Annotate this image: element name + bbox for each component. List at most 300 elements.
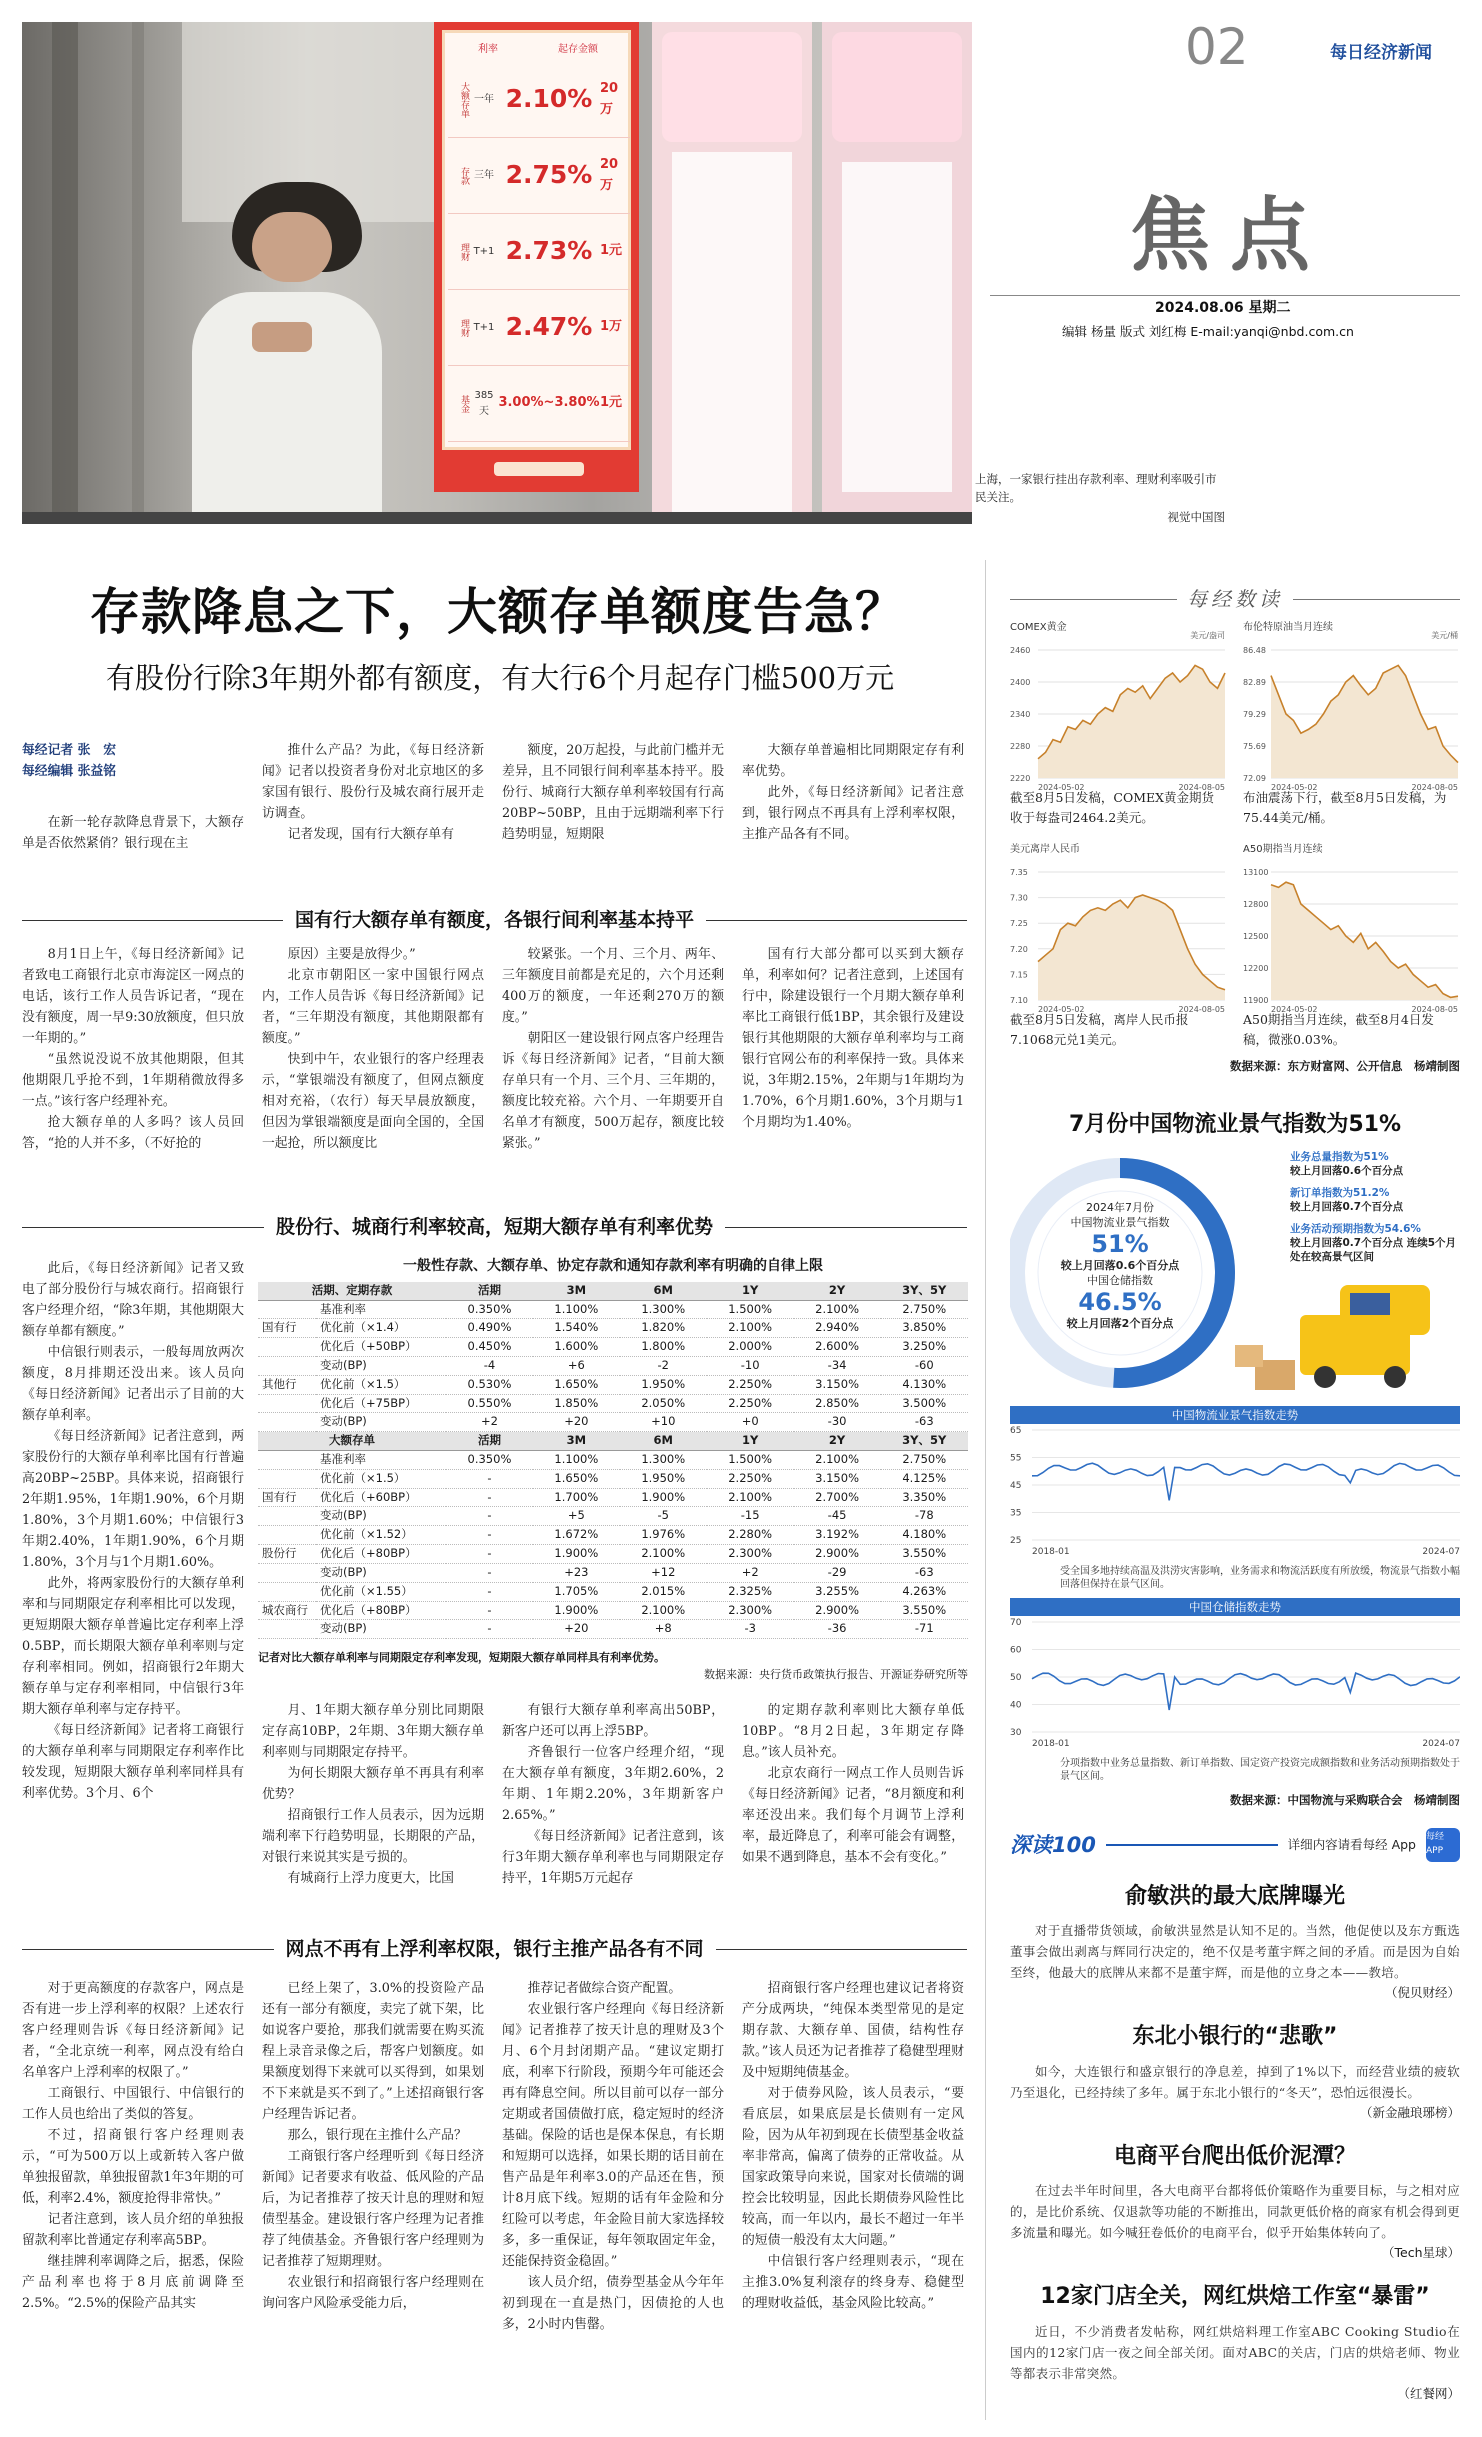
byline-block (22, 740, 116, 782)
issue-date: 2024.08.06 星期二 (1155, 300, 1291, 316)
table-cell: 1.672% (533, 1526, 620, 1545)
y-tick-label: 30 (1010, 1728, 1022, 1738)
table-row (258, 1394, 968, 1413)
board-min: 1元 (600, 243, 623, 259)
donut-value-2: 46.5% (1078, 1288, 1162, 1316)
y-tick-label: 79.29 (1243, 710, 1266, 719)
app-icon-label: 每经APP (1426, 1832, 1445, 1856)
table-cell: 1.900% (620, 1488, 707, 1507)
board-rate: 2.73% (505, 236, 593, 266)
table-label-cell: 优化前（×1.5） (316, 1375, 446, 1394)
table-cell: 0.350% (446, 1451, 533, 1470)
table-row (258, 1469, 968, 1488)
callout-sub: 较上月回落0.6个百分点 (1290, 1165, 1404, 1177)
table-label-cell: 变动(BP) (316, 1507, 446, 1526)
y-tick-label: 65 (1010, 1426, 1022, 1436)
table-label-cell: 优化后（+80BP） (316, 1601, 446, 1620)
rate-table-box (258, 1256, 968, 1683)
intro-col-4 (742, 740, 964, 860)
deep-read-logo: 深读100 (1010, 1832, 1096, 1857)
y-tick-label: 11900 (1243, 996, 1269, 1005)
table-row (258, 1582, 968, 1601)
x-tick-start: 2018-01 (1032, 1547, 1070, 1557)
table-cell: 2.100% (794, 1300, 881, 1319)
table-cell: -63 (881, 1413, 968, 1432)
y-tick-label: 7.20 (1010, 944, 1028, 954)
table-cell: 2.325% (707, 1582, 794, 1601)
table-cell: 3.500% (881, 1394, 968, 1413)
table-cell: +6 (533, 1356, 620, 1375)
paragraph: 记者注意到，该人员介绍的单独报留款利率比普通定存利率高5BP。 (22, 2212, 244, 2248)
table-cell: +5 (533, 1507, 620, 1526)
paper-name: 每日经济新闻 (1330, 43, 1432, 63)
donut-line-3: 中国仓储指数 (1087, 1274, 1153, 1287)
board-label: 存款 (459, 166, 469, 185)
x-tick-start: 2024-05-02 (1038, 783, 1085, 792)
y-tick-label: 7.30 (1010, 893, 1028, 903)
paragraph: 《每日经济新闻》记者注意到，两家股份行的大额存单利率比国有行普遍高20BP~25BP。具体来说，招商银行2年期1.95%，1年期1.90%，6个月期1.80%，3个月期1.60%；中信银行3年期2.40%，1年期1.90%，6个月期1.80%，3个月与1个月期1.60%。 (22, 1429, 244, 1570)
table-cell: 1.600% (533, 1338, 620, 1357)
callout (1290, 1222, 1460, 1264)
x-tick-end: 2024-07 (1422, 1547, 1460, 1557)
paragraph: 此后，《每日经济新闻》记者又致电了部分股份行与城农商行。招商银行客户经理介绍，“除3年期，其他期限大额存单都有额度。” (22, 1261, 244, 1339)
paragraph: 有城商行上浮力度更大，比国 (287, 1871, 454, 1886)
table-cell: 1.900% (533, 1601, 620, 1620)
table-cell: 2.250% (707, 1469, 794, 1488)
y-tick-label: 75.69 (1243, 742, 1266, 751)
deep-read-item-title[interactable]: 东北小银行的“悲歌” (1132, 2024, 1338, 2050)
table-cell: -60 (881, 1356, 968, 1375)
y-tick-label: 7.10 (1010, 996, 1028, 1005)
section-heading-2 (22, 1213, 967, 1242)
data-read-header (1010, 584, 1460, 615)
y-tick-label: 86.48 (1243, 646, 1266, 655)
caption-oil: 布油震荡下行，截至8月5日发稿，为75.44美元/桶。 (1243, 790, 1447, 825)
table-cell: 2.100% (620, 1545, 707, 1564)
table-row (258, 1488, 968, 1507)
table-cell: -71 (881, 1620, 968, 1639)
table-cell: 2.015% (620, 1582, 707, 1601)
section-heading-1 (22, 906, 967, 935)
board-rate: 2.47% (505, 312, 593, 342)
byline-reporter: 每经记者 张 宏 (22, 743, 117, 758)
s1-col-3 (502, 944, 724, 1174)
table-header-cell: 6M (620, 1432, 707, 1451)
table-cell: 4.130% (881, 1375, 968, 1394)
series-line (1032, 1463, 1460, 1500)
section-heading-3-text: 网点不再有上浮利率权限，银行主推产品各有不同 (285, 1938, 704, 1960)
paragraph: 在新一轮存款降息背景下，大额存单是否依然紧俏？银行现在主 (22, 815, 244, 851)
table-cell: 1.500% (707, 1451, 794, 1470)
paragraph: 为何长期限大额存单不再具有利率优势？ (262, 1766, 484, 1802)
x-tick-end: 2024-07 (1422, 1739, 1460, 1749)
editors-line: 编辑 杨量 版式 刘红梅 E-mail:yanqi@nbd.com.cn (1062, 324, 1354, 339)
paragraph: 工商银行、中国银行、中信银行的工作人员也给出了类似的答复。 (22, 2086, 244, 2122)
callout-title: 新订单指数为51.2% (1290, 1187, 1390, 1199)
mini-charts (1010, 620, 1460, 1070)
table-cell: 0.350% (446, 1300, 533, 1319)
deep-read-item-source: （红餐网） (1397, 2385, 1460, 2401)
x-tick-end: 2024-08-05 (1178, 1005, 1225, 1014)
y-tick-label: 7.35 (1010, 868, 1028, 877)
deep-read-item-title[interactable]: 12家门店全关，网红烘焙工作室“暴雷” (1040, 2284, 1430, 2310)
deep-read-item[interactable] (1010, 2140, 1460, 2262)
table-cell: 1.705% (533, 1582, 620, 1601)
table-group-cell (258, 1620, 316, 1639)
table-label-cell: 变动(BP) (316, 1563, 446, 1582)
table-cell: - (446, 1563, 533, 1582)
callout-title: 业务活动预期指数为54.6% (1290, 1223, 1421, 1235)
deep-read-item-body: 近日，不少消费者发帖称，网红烘焙料理工作室ABC Cooking Studio在国内的12家门店一夜之间全部关闭。面对ABC的关店，门店的烘焙老师、物业等都表示非常突然。 (1010, 2323, 1460, 2381)
table-cell: 1.850% (533, 1394, 620, 1413)
table-group-cell (258, 1300, 316, 1319)
paragraph: 《每日经济新闻》记者注意到，该行3年期大额存单利率也与同期限定存持平，1年期5万元起存 (502, 1829, 724, 1886)
table-group-cell (258, 1413, 316, 1432)
masthead-rule (990, 295, 1460, 296)
table-header-cell: 1Y (707, 1432, 794, 1451)
table-row (258, 1338, 968, 1357)
table-header-cell: 大额存单 (258, 1432, 446, 1451)
table-cell: 2.300% (707, 1601, 794, 1620)
mini-chart (1243, 842, 1458, 1014)
table-cell: 2.280% (707, 1526, 794, 1545)
paragraph: 农业银行和招商银行客户经理则在询问客户风险承受能力后， (262, 2275, 484, 2311)
table-label-cell: 优化前（×1.52） (316, 1526, 446, 1545)
table-cell: 2.900% (794, 1601, 881, 1620)
mini-chart (1243, 620, 1458, 792)
x-tick-end: 2024-08-05 (1411, 1005, 1458, 1014)
board-min: 1元 (600, 395, 623, 411)
table-group-cell (258, 1338, 316, 1357)
table-group-cell (258, 1394, 316, 1413)
y-tick-label: 50 (1010, 1673, 1022, 1683)
paragraph: 中信银行客户经理则表示，“现在主推3.0%复利滚存的终身寿、稳健型的理财收益低，基金风险比较高。” (742, 2254, 964, 2311)
section-heading-1-text: 国有行大额存单有额度，各银行间利率基本持平 (295, 909, 695, 931)
table-cell: 2.100% (707, 1319, 794, 1338)
y-tick-label: 55 (1010, 1453, 1022, 1464)
paragraph: 该人员介绍，债券型基金从今年年初到现在一直是热门，因债抢的人也多，2小时内售罄。 (502, 2275, 724, 2332)
logistics-chart-1-title (1010, 1406, 1460, 1424)
board-term: 三年 (474, 169, 494, 181)
deep-read-item-body: 如今，大连银行和盛京银行的净息差，掉到了1%以下，而经营业绩的疲软乃至退化，已经持续了多年。属于东北小银行的“冬天”，恐怕远很漫长。 (1010, 2063, 1460, 2100)
x-tick-start: 2024-05-02 (1038, 1005, 1085, 1014)
board-header-min: 起存金额 (558, 44, 598, 55)
table-cell: - (446, 1620, 533, 1639)
table-cell: +12 (620, 1563, 707, 1582)
paragraph: 额度，20万起投，与此前门槛并无差异，且不同银行间利率基本持平。股份行、城商行大额存单利率较国有行高20BP~50BP，且由于远期端利率下行趋势明显，短期限 (502, 743, 724, 842)
deep-read-header (1010, 1825, 1460, 1865)
table-cell: 2.700% (794, 1488, 881, 1507)
table-cell: -3 (707, 1620, 794, 1639)
table-header-row (258, 1432, 968, 1451)
deep-read-prompt: 详细内容请看每经 App (1287, 1837, 1416, 1853)
mini-chart-unit: 美元/桶 (1431, 631, 1458, 640)
table-cell: -10 (707, 1356, 794, 1375)
s1-col-1 (22, 944, 244, 1174)
mini-chart-title: 美元离岸人民币 (1010, 844, 1080, 855)
table-cell: - (446, 1507, 533, 1526)
table-group-cell: 城农商行 (258, 1601, 316, 1620)
mini-chart-title: A50期指当月连续 (1243, 844, 1323, 855)
table-row (258, 1563, 968, 1582)
table-label-cell: 变动(BP) (316, 1356, 446, 1375)
table-cell: -29 (794, 1563, 881, 1582)
caption-a50: A50期指当月连续，截至8月4日发稿，微涨0.03%。 (1243, 1012, 1434, 1047)
table-label-cell: 优化前（×1.55） (316, 1582, 446, 1601)
paragraph: 快到中午，农业银行的客户经理表示，“掌银端没有额度了，但网点额度相对充裕，（农行）每天早晨放额度，但因为掌银端额度是面向全国的，全国一起抢，所以额度比 (262, 1052, 484, 1151)
table-cell: 1.900% (533, 1545, 620, 1564)
main-headline: 存款降息之下，大额存单额度告急？ (90, 583, 906, 641)
table-row (258, 1545, 968, 1564)
table-cell: - (446, 1582, 533, 1601)
photo-credit: 视觉中国图 (1167, 510, 1225, 524)
table-cell: 0.550% (446, 1394, 533, 1413)
table-header-cell: 3M (533, 1432, 620, 1451)
paragraph: 原因）主要是放得少。” (287, 947, 416, 962)
callout-sub: 较上月回落0.7个百分点 连续5个月处在较高景气区间 (1290, 1237, 1457, 1263)
board-min: 1万 (600, 319, 623, 335)
rate-board (434, 22, 639, 492)
table-cell: -15 (707, 1507, 794, 1526)
paragraph: 国有行大部分都可以买到大额存单，利率如何？记者注意到，上述国有行中，除建设银行一个月期大额存单利率比工商银行低1BP，其余银行及建设银行其他期限的大额存单利率均与工商银行官网公布的利率保持一致。具体来说，3年期2.15%，2年期与1年期均为1.70%，6个月期1.60%，3个月期与1个月期均为1.40%。 (742, 947, 964, 1130)
table-cell: 2.600% (794, 1338, 881, 1357)
y-tick-label: 2400 (1010, 678, 1031, 687)
section-heading-3 (22, 1935, 967, 1964)
table-header-cell: 3Y、5Y (881, 1282, 968, 1300)
table-cell: 1.800% (620, 1338, 707, 1357)
mini-chart-unit: 美元/盎司 (1190, 631, 1225, 640)
deep-read-items (1010, 1880, 1460, 2421)
table-label-cell: 变动(BP) (316, 1413, 446, 1432)
rate-table-title: 一般性存款、大额存单、协定存款和通知存款利率有明确的自律上限 (403, 1258, 823, 1274)
y-tick-label: 13100 (1243, 868, 1269, 877)
x-tick-start: 2024-05-02 (1271, 783, 1318, 792)
y-tick-label: 7.15 (1010, 970, 1028, 980)
series-area (1038, 895, 1225, 1000)
mini-charts-svg (1010, 620, 1460, 1070)
table-cell: 2.100% (620, 1601, 707, 1620)
board-min: 20万 (600, 81, 619, 117)
intro-col-1 (22, 812, 244, 860)
table-cell: 2.000% (707, 1338, 794, 1357)
table-header-cell: 活期 (446, 1282, 533, 1300)
callout-sub: 较上月回落0.7个百分点 (1290, 1201, 1404, 1213)
donut-value-1: 51% (1091, 1230, 1149, 1258)
table-cell: 1.100% (533, 1451, 620, 1470)
paragraph: 招商银行客户经理也建议记者将资产分成两块，“纯保本类型常见的是定期存款、大额存单、国债，结构性存款。”该人员还为记者推荐了稳健型理财及中短期纯债基金。 (742, 1981, 964, 2080)
table-group-cell (258, 1563, 316, 1582)
y-tick-label: 25 (1010, 1536, 1022, 1546)
photo-caption-text: 上海，一家银行挂出存款利率、理财利率吸引市民关注。 (975, 472, 1217, 504)
y-tick-label: 2220 (1010, 774, 1031, 783)
board-row (448, 62, 630, 138)
y-tick-label: 72.09 (1243, 774, 1266, 783)
table-cell: 2.750% (881, 1300, 968, 1319)
table-cell: 1.300% (620, 1451, 707, 1470)
deep-read-item-body: 在过去半年时间里，各大电商平台都将低价策略作为重要目标，与之相对应的，是比价系统、仅退款等功能的不断推出，同款更低价格的商家有机会得到更多流量和曝光。如今喊狂卷低价的电商平台，似乎开始集体转向了。 (1010, 2183, 1460, 2241)
section-heading-2-text: 股份行、城商行利率较高，短期大额存单有利率优势 (276, 1216, 714, 1238)
deep-read-item-title[interactable]: 电商平台爬出低价泥潭？ (1113, 2143, 1356, 2169)
s1-col-2 (262, 944, 484, 1174)
table-header-cell: 活期、定期存款 (258, 1282, 446, 1300)
y-tick-label: 35 (1010, 1508, 1022, 1519)
x-tick-start: 2018-01 (1032, 1739, 1070, 1749)
table-cell: 3.192% (794, 1526, 881, 1545)
mini-chart (1010, 620, 1225, 792)
byline-editor: 每经编辑 张益铭 (22, 764, 117, 779)
sub-headline: 有股份行除3年期外都有额度，有大行6个月起存门槛500万元 (105, 661, 895, 695)
board-rate: 2.75% (505, 160, 593, 190)
logistics-title: 7月份中国物流业景气指数为51% (1069, 1112, 1401, 1137)
table-cell: 3.255% (794, 1582, 881, 1601)
paragraph: 《每日经济新闻》记者将工商银行的大额存单利率与同期限定存利率作比较发现，短期限大额存单利率同样具有利率优势。3个月、6个 (22, 1723, 244, 1801)
app-icon[interactable] (1426, 1828, 1460, 1862)
s2-bottom-col-4 (742, 1700, 964, 1890)
logistics-chart-1 (1010, 1424, 1460, 1564)
table-header-cell: 2Y (794, 1282, 881, 1300)
y-tick-label: 45 (1010, 1481, 1022, 1491)
table-label-cell: 变动(BP) (316, 1620, 446, 1639)
board-min: 20万 (600, 157, 619, 193)
board-label: 大额存单 (459, 81, 469, 118)
logistics-callouts (1290, 1150, 1460, 1272)
paragraph: 那么，银行现在主推什么产品？ (287, 2128, 467, 2143)
paragraph: 记者发现，国有行大额存单有 (287, 827, 454, 842)
donut-sub-1: 较上月回落0.6个百分点 (1060, 1259, 1180, 1272)
paragraph: 工商银行客户经理听到《每日经济新闻》记者要求有收益、低风险的产品后，为记者推荐了按天计息的理财和短债型基金。建设银行客户经理为记者推荐了纯债基金。齐鲁银行客户经理则为记者推荐了短期理财。 (262, 2149, 484, 2269)
rate-table-note: 记者对比大额存单利率与同期限定存利率发现，短期限大额存单同样具有利率优势。 (258, 1651, 665, 1665)
rate-table (258, 1282, 968, 1639)
table-cell: 1.100% (533, 1300, 620, 1319)
s1-col-4 (742, 944, 964, 1174)
table-cell: 3.350% (881, 1488, 968, 1507)
s3-col-2 (262, 1978, 484, 2423)
table-label-cell: 优化后（+50BP） (316, 1338, 446, 1357)
paragraph: 齐鲁银行一位客户经理介绍，“现在大额存单有额度，3年期2.60%，2年期、1年期2.20%，3年期新客户2.65%。” (502, 1745, 724, 1823)
table-cell: 1.650% (533, 1375, 620, 1394)
x-tick-start: 2024-05-02 (1271, 1005, 1318, 1014)
board-row (448, 290, 630, 366)
paragraph: 推什么产品？为此，《每日经济新闻》记者以投资者身份对北京地区的多家国有银行、股份行及城农商行展开走访调查。 (262, 743, 484, 821)
table-group-cell (258, 1451, 316, 1470)
table-cell: 2.100% (794, 1451, 881, 1470)
intro-col-3 (502, 740, 724, 860)
table-cell: -78 (881, 1507, 968, 1526)
board-label: 理财 (459, 242, 469, 261)
board-header-rate: 利率 (478, 44, 498, 55)
table-cell: 2.100% (707, 1488, 794, 1507)
table-header-row (258, 1282, 968, 1300)
mini-chart-title: 布伦特原油当月连续 (1243, 622, 1333, 633)
chart2-title-text: 中国仓储指数走势 (1189, 1600, 1281, 1614)
table-cell: 3.150% (794, 1469, 881, 1488)
table-header-cell: 活期 (446, 1432, 533, 1451)
table-cell: +2 (707, 1563, 794, 1582)
table-cell: 1.650% (533, 1469, 620, 1488)
chart1-title-text: 中国物流业景气指数走势 (1171, 1408, 1299, 1422)
paragraph: 对于债券风险，该人员表示，“要看底层，如果底层是长债则有一定风险，因为从年初到现在长债型基金收益率非常高，偏离了债券的正常收益。从国家政策导向来说，国家对长债端的调控会比较明显，因此长期债券风险性比较高，而一年以内，最长不超过一年半的短债一般没有太大问题。” (742, 2086, 964, 2248)
paragraph: 较紧张。一个月、三个月、两年、三年额度目前都是充足的，六个月还剩400万的额度，一年还剩270万的额度。” (502, 947, 724, 1025)
logistics-chart-2-svg (1010, 1616, 1460, 1756)
table-cell: 1.820% (620, 1319, 707, 1338)
section-title: 焦点 (1130, 188, 1330, 282)
table-cell: 3.550% (881, 1601, 968, 1620)
table-group-cell: 国有行 (258, 1488, 316, 1507)
x-tick-end: 2024-08-05 (1178, 783, 1225, 792)
table-group-cell: 其他行 (258, 1375, 316, 1394)
table-row (258, 1319, 968, 1338)
paragraph: 已经上架了，3.0%的投资险产品还有一部分有额度，卖完了就下架，比如说客户要抢，那我们就需要在购买流程上录音录像之后，帮客户划额度。如果额度划得下来就可以买得到，如果划不下来就是买不到了。”上述招商银行客户经理告诉记者。 (262, 1981, 484, 2122)
deep-read-item[interactable] (1010, 2280, 1460, 2402)
table-header-cell: 3Y、5Y (881, 1432, 968, 1451)
table-label-cell: 基准利率 (316, 1451, 446, 1470)
photo-caption (975, 470, 1225, 526)
y-tick-label: 12200 (1243, 964, 1269, 973)
table-row (258, 1526, 968, 1545)
table-cell: 1.540% (533, 1319, 620, 1338)
table-cell: 2.940% (794, 1319, 881, 1338)
table-cell: +20 (533, 1413, 620, 1432)
deep-read-item[interactable] (1010, 2020, 1460, 2121)
mini-chart (1010, 842, 1225, 1014)
table-cell: 1.500% (707, 1300, 794, 1319)
paragraph: 此外，《每日经济新闻》记者注意到，银行网点不再具有上浮利率权限，主推产品各有不同。 (742, 785, 964, 842)
table-cell: 3.150% (794, 1375, 881, 1394)
callout (1290, 1150, 1460, 1178)
table-cell: 4.180% (881, 1526, 968, 1545)
table-header-cell: 1Y (707, 1282, 794, 1300)
paragraph: 农业银行客户经理向《每日经济新闻》记者推荐了按天计息的理财及3个月、6个月封闭期产品。“建议定期打底，利率下行阶段，预期今年可能还会再有降息空间。所以目前可以存一部分定期或者国债做打底，稳定短时的经济基础。保险的话也是保本保息，有长期和短期可以选择，如果长期的话目前在售产品是年利率3.0的产品还在售，预计8月底下线。短期的话有年金险和分红险可以考虑，年金险目前大家选择较多，多一重保证，每年领取固定年金，还能保持资金稳固。” (502, 2002, 724, 2269)
table-label-cell: 优化前（×1.4） (316, 1319, 446, 1338)
table-cell: 4.125% (881, 1469, 968, 1488)
caption-gold: 截至8月5日发稿，COMEX黄金期货收于每盎司2464.2美元。 (1010, 790, 1215, 825)
y-tick-label: 70 (1010, 1618, 1022, 1628)
deep-read-item-source: （倪贝财经） (1384, 1985, 1460, 2001)
logistics-chart-2 (1010, 1616, 1460, 1756)
donut-labels (1030, 1200, 1210, 1331)
table-cell: +8 (620, 1620, 707, 1639)
board-label: 基金 (459, 394, 469, 413)
table-label-cell: 基准利率 (316, 1300, 446, 1319)
paragraph: 对于更高额度的存款客户，网点是否有进一步上浮利率的权限？上述农行客户经理则告诉《每日经济新闻》记者，“全北京统一利率，网点没有给白名单客户上浮利率的权限了。” (22, 1981, 244, 2080)
deep-read-item[interactable] (1010, 1880, 1460, 2002)
paragraph: 月、1年期大额存单分别比同期限定存高10BP，2年期、3年期大额存单利率则与同期限定存持平。 (262, 1703, 484, 1760)
board-term: 385天 (474, 390, 494, 417)
board-term: 一年 (474, 93, 494, 105)
paragraph: 大额存单普遍相比同期限定存有利率优势。 (742, 743, 964, 779)
table-label-cell: 优化前（×1.5） (316, 1469, 446, 1488)
deep-read-item-source: （新金融琅琊榜） (1359, 2104, 1460, 2120)
paragraph: 中信银行则表示，一般每周放两次额度，8月排期还没出来。该人员向《每日经济新闻》记者出示了目前的大额存单利率。 (22, 1345, 244, 1423)
table-cell: +20 (533, 1620, 620, 1639)
deep-read-item-body: 对于直播带货领域，俞敏洪显然是认知不足的。当然，他促使以及东方甄选董事会做出剥离与辉同行决定的，绝不仅是考董宇辉之间的矛盾。而是因为自始至终，他最大的底牌从来都不是董宇辉，而是他的立身之本——教培。 (1010, 1923, 1460, 1981)
table-cell: 2.300% (707, 1545, 794, 1564)
table-cell: 2.050% (620, 1394, 707, 1413)
deep-read-item-title[interactable]: 俞敏洪的最大底牌曝光 (1124, 1884, 1345, 1909)
table-row (258, 1620, 968, 1639)
logistics-chart-1-svg (1010, 1424, 1460, 1564)
table-row (258, 1451, 968, 1470)
s3-col-1 (22, 1978, 244, 2423)
table-cell: - (446, 1488, 533, 1507)
y-tick-label: 2280 (1010, 742, 1031, 751)
logistics-chart-2-title (1010, 1598, 1460, 1616)
table-header-cell: 6M (620, 1282, 707, 1300)
board-row (448, 214, 630, 290)
table-cell: 2.850% (794, 1394, 881, 1413)
mini-chart-title: COMEX黄金 (1010, 622, 1067, 633)
sidebar-divider (985, 560, 986, 2420)
